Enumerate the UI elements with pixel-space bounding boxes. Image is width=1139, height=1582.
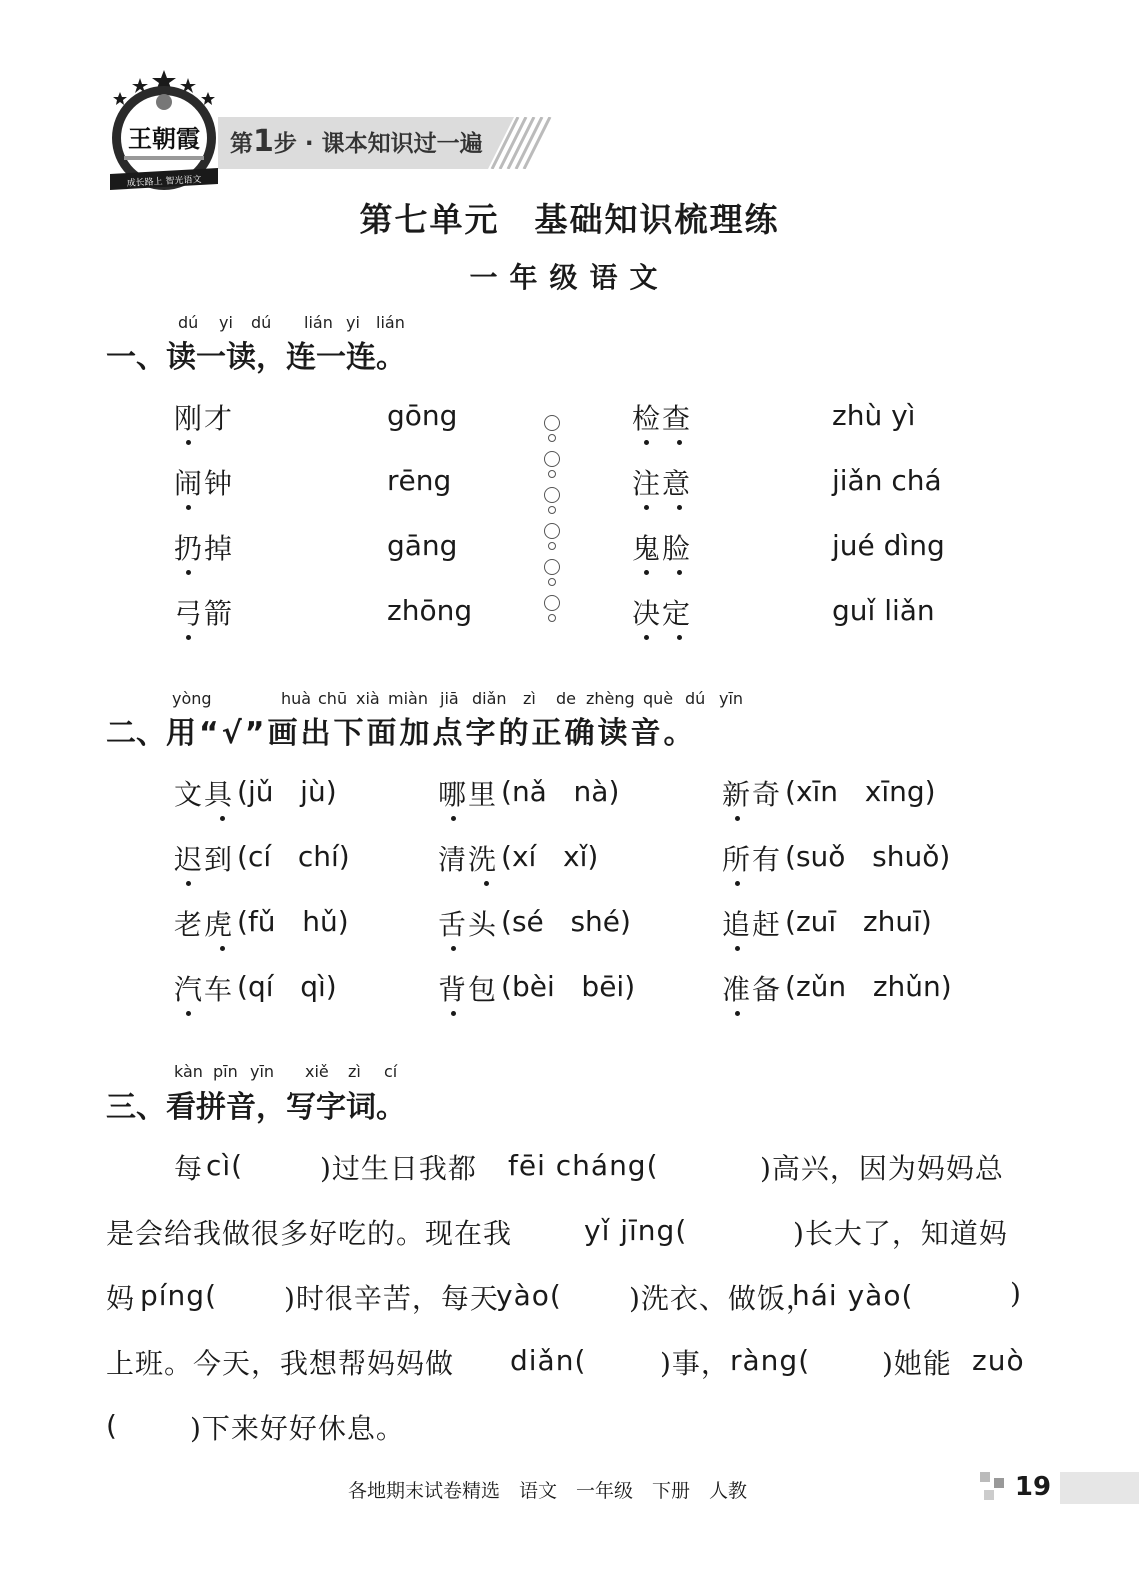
word-left: 扔掉	[174, 532, 235, 565]
pinyin-annotation: xiě	[305, 1062, 329, 1081]
step-label: 第1步 · 课本知识过一遍	[230, 124, 483, 159]
word-left: 弓箭	[174, 597, 235, 630]
reading-options: (xīn xīng)	[785, 775, 936, 808]
emphasis-dot	[735, 881, 740, 886]
word-item: 追赶	[722, 908, 783, 941]
emphasis-dot	[644, 635, 649, 640]
emphasis-dot	[186, 570, 191, 575]
pinyin-annotation: yi	[219, 313, 233, 332]
word-item: 迟到	[174, 843, 235, 876]
word-left: 刚才	[174, 402, 235, 435]
page-title: 第七单元 基础知识梳理练	[359, 200, 780, 239]
reading-options: (zuī zhuī)	[785, 905, 932, 938]
footer-band	[1060, 1472, 1139, 1504]
word-item: 背包	[438, 973, 499, 1006]
word-right: 决定	[632, 597, 693, 630]
word-right: 注意	[632, 467, 693, 500]
emphasis-dot	[735, 816, 740, 821]
word-item: 所有	[722, 843, 783, 876]
emphasis-dot	[186, 635, 191, 640]
pinyin-annotation: chū	[318, 689, 348, 708]
pinyin-annotation: pīn	[213, 1062, 238, 1081]
passage-text: 是会给我做很多好吃的。现在我	[106, 1217, 513, 1250]
pinyin-annotation: lián	[304, 313, 333, 332]
emphasis-dot	[186, 505, 191, 510]
divider-dot	[548, 542, 556, 550]
pinyin-option: jué dìng	[832, 529, 945, 562]
pinyin-blank[interactable]: (	[106, 1409, 118, 1442]
pinyin-option: jiǎn chá	[832, 464, 942, 497]
pinyin-annotation: yīn	[719, 689, 744, 708]
pinyin-annotation: miàn	[388, 689, 428, 708]
emphasis-dot	[677, 570, 682, 575]
divider-circle	[544, 451, 560, 467]
reading-options: (nǎ nà)	[501, 775, 620, 808]
divider-dot	[548, 470, 556, 478]
word-right: 鬼脸	[632, 532, 693, 565]
pinyin-option: zhōng	[387, 594, 473, 627]
passage-text: )高兴，因为妈妈总	[760, 1152, 1004, 1185]
pinyin-annotation: kàn	[174, 1062, 203, 1081]
reading-options: (zǔn zhǔn)	[785, 970, 952, 1003]
pinyin-blank[interactable]: hái yào(	[792, 1279, 914, 1312]
passage-text: )	[1010, 1277, 1022, 1310]
divider-circle	[544, 415, 560, 431]
pinyin-blank[interactable]: cì(	[206, 1149, 244, 1182]
passage-text: 妈	[106, 1282, 136, 1315]
word-item: 老虎	[174, 908, 235, 941]
page-subtitle: 一年级语文	[469, 261, 670, 294]
divider-circle	[544, 559, 560, 575]
pinyin-option: rēng	[387, 464, 452, 497]
passage-text: 每	[174, 1152, 204, 1185]
emphasis-dot	[451, 946, 456, 951]
pinyin-annotation: de	[556, 689, 576, 708]
word-item: 清洗	[438, 843, 499, 876]
reading-options: (suǒ shuǒ)	[785, 840, 951, 873]
emphasis-dot	[644, 440, 649, 445]
reading-options: (fǔ hǔ)	[237, 905, 349, 938]
emphasis-dot	[677, 440, 682, 445]
footer-decoration	[980, 1472, 1008, 1508]
reading-options: (cí chí)	[237, 840, 350, 873]
passage-text: )长大了，知道妈	[793, 1217, 1008, 1250]
pinyin-option: guǐ liǎn	[832, 594, 935, 627]
passage-text: )时很辛苦，每天	[284, 1282, 499, 1315]
logo-text: 王朝霞	[128, 124, 200, 153]
logo-ribbon: 成长路上 智光语文	[126, 175, 202, 189]
word-right: 检查	[632, 402, 693, 435]
emphasis-dot	[735, 1011, 740, 1016]
emphasis-dot	[451, 816, 456, 821]
passage-text: 上班。今天，我想帮妈妈做	[106, 1347, 455, 1380]
emphasis-dot	[186, 440, 191, 445]
pinyin-annotation: zì	[523, 689, 536, 708]
emphasis-dot	[677, 505, 682, 510]
passage-text: )过生日我都	[320, 1152, 477, 1185]
emphasis-dot	[644, 505, 649, 510]
word-item: 哪里	[438, 778, 499, 811]
divider-circle	[544, 595, 560, 611]
section2-heading: 二、用“√”画出下面加点字的正确读音。	[106, 716, 697, 751]
word-item: 文具	[174, 778, 235, 811]
pinyin-blank[interactable]: píng(	[140, 1279, 217, 1312]
page-number: 19	[1014, 1472, 1052, 1502]
section3-heading: 三、看拼音，写字词。	[106, 1090, 406, 1125]
emphasis-dot	[220, 816, 225, 821]
reading-options: (bèi bēi)	[501, 970, 636, 1003]
pinyin-annotation: huà	[281, 689, 312, 708]
pinyin-annotation: cí	[384, 1062, 398, 1081]
passage-text: )事，	[660, 1347, 730, 1380]
pinyin-annotation: xià	[356, 689, 380, 708]
emphasis-dot	[677, 635, 682, 640]
section1-heading: 一、读一读，连一连。	[106, 340, 406, 375]
emphasis-dot	[644, 570, 649, 575]
pinyin-blank[interactable]: yǐ jīng(	[584, 1214, 688, 1247]
reading-options: (jǔ jù)	[237, 775, 337, 808]
word-item: 汽车	[174, 973, 235, 1006]
divider-dot	[548, 614, 556, 622]
passage-text: )下来好好休息。	[190, 1412, 405, 1445]
word-item: 新奇	[722, 778, 783, 811]
emphasis-dot	[220, 946, 225, 951]
pinyin-annotation: què	[643, 689, 674, 708]
divider-dot	[548, 506, 556, 514]
pinyin-annotation: dú	[178, 313, 199, 332]
divider-circle	[544, 523, 560, 539]
pinyin-annotation: dú	[251, 313, 272, 332]
pinyin-blank[interactable]: zuò	[972, 1344, 1025, 1377]
pinyin-blank[interactable]: yào(	[496, 1279, 562, 1312]
reading-options: (sé shé)	[501, 905, 631, 938]
pinyin-annotation: lián	[376, 313, 405, 332]
passage-text: )她能	[882, 1347, 952, 1380]
emphasis-dot	[186, 881, 191, 886]
word-left: 闹钟	[174, 467, 235, 500]
emphasis-dot	[186, 1011, 191, 1016]
brand-logo	[106, 70, 222, 196]
pinyin-option: gāng	[387, 529, 458, 562]
pinyin-blank[interactable]: ràng(	[730, 1344, 811, 1377]
word-item: 准备	[722, 973, 783, 1006]
reading-options: (xí xǐ)	[501, 840, 599, 873]
pinyin-annotation: jiā	[440, 689, 459, 708]
passage-text: )洗衣、做饭，	[629, 1282, 815, 1315]
pinyin-blank[interactable]: diǎn(	[510, 1344, 587, 1377]
divider-circle	[544, 487, 560, 503]
word-item: 舌头	[438, 908, 499, 941]
pinyin-annotation: zì	[348, 1062, 361, 1081]
pinyin-annotation: dú	[685, 689, 706, 708]
pinyin-option: gōng	[387, 399, 458, 432]
emphasis-dot	[451, 1011, 456, 1016]
pinyin-annotation: diǎn	[472, 689, 507, 708]
pinyin-annotation: yòng	[172, 689, 212, 708]
pinyin-annotation: yi	[346, 313, 360, 332]
divider-dot	[548, 578, 556, 586]
pinyin-option: zhù yì	[832, 399, 916, 432]
emphasis-dot	[484, 881, 489, 886]
pinyin-blank[interactable]: fēi cháng(	[508, 1149, 659, 1182]
pinyin-annotation: yīn	[250, 1062, 275, 1081]
reading-options: (qí qì)	[237, 970, 337, 1003]
emphasis-dot	[735, 946, 740, 951]
pinyin-annotation: zhèng	[586, 689, 635, 708]
footer-text: 各地期末试卷精选 语文 一年级 下册 人教	[348, 1480, 748, 1502]
divider-dot	[548, 434, 556, 442]
